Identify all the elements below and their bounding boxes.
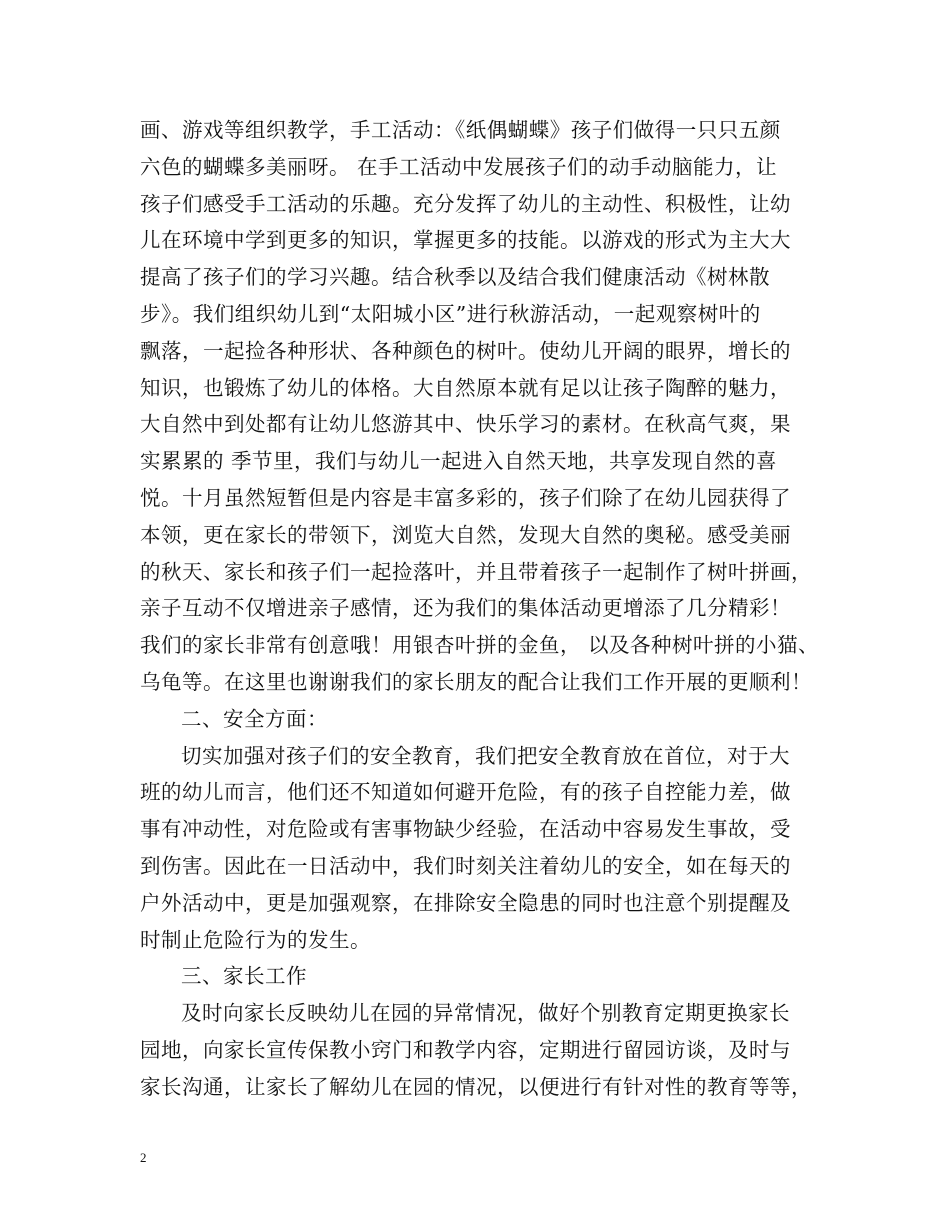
text-line: 时制止危险行为的发生。 <box>140 927 371 952</box>
text-line: 亲子互动不仅增进亲子感情，还为我们的集体活动更增添了几分精彩！ <box>140 596 791 621</box>
text-line: 切实加强对孩子们的安全教育，我们把安全教育放在首位，对于大 <box>181 743 790 768</box>
section-heading: 三、家长工作 <box>181 964 307 989</box>
text-line: 事有冲动性，对危险或有害事物缺少经验，在活动中容易发生事故，受 <box>140 817 791 842</box>
text-line: 提高了孩子们的学习兴趣。结合秋季以及结合我们健康活动《树林散 <box>140 265 770 290</box>
text-line: 乌龟等。在这里也谢谢我们的家长朋友的配合让我们工作开展的更顺利！ <box>140 669 812 694</box>
text-line: 飘落，一起捡各种形状、各种颜色的树叶。使幼儿开阔的眼界，增长的 <box>140 338 791 363</box>
text-line: 到伤害。因此在一日活动中，我们时刻关注着幼儿的安全，如在每天的 <box>140 853 791 878</box>
text-line: 班的幼儿而言，他们还不知道如何避开危险，有的孩子自控能力差，做 <box>140 780 791 805</box>
page-number: 2 <box>140 1150 147 1165</box>
section-heading: 二、安全方面： <box>181 706 328 731</box>
text-line: 本领，更在家长的带领下，浏览大自然，发现大自然的奥秘。感受美丽 <box>140 522 791 547</box>
text-line: 画、游戏等组织教学，手工活动：《纸偶蝴蝶》孩子们做得一只只五颜 <box>140 118 781 142</box>
text-line: 儿在环境中学到更多的知识，掌握更多的技能。以游戏的形式为主大大 <box>140 228 791 253</box>
text-line: 悦。十月虽然短暂但是内容是丰富多彩的，孩子们除了在幼儿园获得了 <box>140 485 791 510</box>
text-line: 步》。我们组织幼儿到“太阳城小区”进行秋游活动，一起观察树叶的 <box>140 301 761 326</box>
text-line: 我们的家长非常有创意哦！用银杏叶拼的金鱼， 以及各种树叶拼的小猫、 <box>140 633 820 658</box>
text-line: 园地，向家长宣传保教小窍门和教学内容，定期进行留园访谈，及时与 <box>140 1037 791 1062</box>
text-line: 六色的蝴蝶多美丽呀。 在手工活动中发展孩子们的动手动脑能力，让 <box>140 154 778 179</box>
text-line: 孩子们感受手工活动的乐趣。充分发挥了幼儿的主动性、积极性，让幼 <box>140 191 791 216</box>
text-line: 的秋天、家长和孩子们一起捡落叶，并且带着孩子一起制作了树叶拼画， <box>140 559 812 584</box>
text-line: 家长沟通，让家长了解幼儿在园的情况，以便进行有针对性的教育等等， <box>140 1074 812 1099</box>
text-line: 户外活动中，更是加强观察，在排除安全隐患的同时也注意个别提醒及 <box>140 890 791 915</box>
text-line: 知识，也锻炼了幼儿的体格。大自然原本就有足以让孩子陶醉的魅力， <box>140 375 791 400</box>
text-line: 大自然中到处都有让幼儿悠游其中、快乐学习的素材。在秋高气爽，果 <box>140 412 791 437</box>
text-line: 及时向家长反映幼儿在园的异常情况，做好个别教育定期更换家长 <box>181 1001 790 1026</box>
text-line: 实累累的 季节里，我们与幼儿一起进入自然天地，共享发现自然的喜 <box>140 449 778 474</box>
body-text <box>140 112 830 1106</box>
